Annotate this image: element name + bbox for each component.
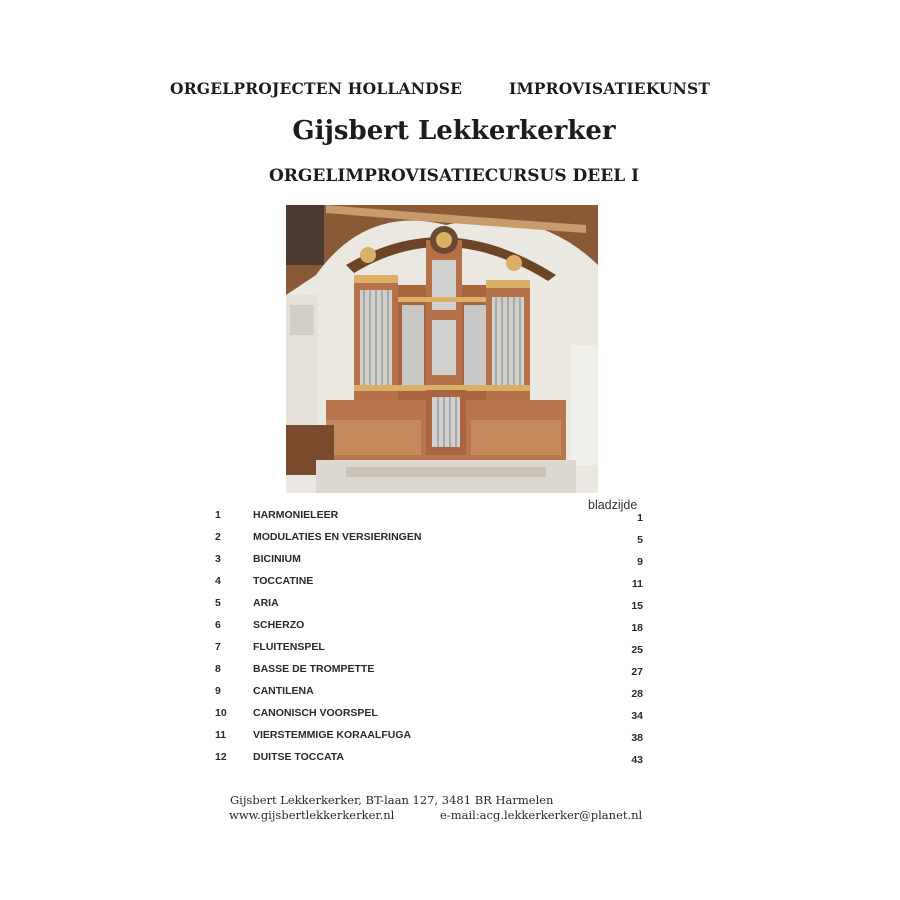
chapter-number: 10	[215, 707, 227, 719]
footer-website-link[interactable]: www.gijsbertlekkerkerker.nl	[229, 808, 395, 822]
author-name: Gijsbert Lekkerkerker	[292, 116, 616, 146]
chapter-page: 15	[631, 600, 643, 612]
toc-row	[0, 531, 900, 549]
series-title-right: IMPROVISATIEKUNST	[509, 79, 711, 98]
footer-email-link[interactable]: e-mail:acg.lekkerkerker@planet.nl	[440, 808, 643, 822]
chapter-title: BICINIUM	[253, 553, 301, 565]
chapter-page: 18	[631, 622, 643, 634]
toc-row	[0, 553, 900, 571]
chapter-title: MODULATIES EN VERSIERINGEN	[253, 531, 422, 543]
chapter-number: 6	[215, 619, 221, 631]
page-column-header: bladzijde	[588, 498, 638, 512]
chapter-page: 28	[631, 688, 643, 700]
chapter-page: 1	[637, 512, 643, 524]
chapter-number: 12	[215, 751, 227, 763]
chapter-number: 9	[215, 685, 221, 697]
chapter-number: 11	[215, 729, 227, 741]
toc-row	[0, 729, 900, 747]
chapter-title: BASSE DE TROMPETTE	[253, 663, 375, 675]
toc-row	[0, 685, 900, 703]
toc-row	[0, 663, 900, 681]
chapter-page: 34	[631, 710, 643, 722]
chapter-number: 7	[215, 641, 221, 653]
toc-row	[0, 597, 900, 615]
footer-address: Gijsbert Lekkerkerker, BT-laan 127, 3481 BR Harmelen	[230, 793, 554, 807]
chapter-page: 43	[631, 754, 643, 766]
chapter-page: 11	[631, 578, 643, 590]
chapter-title: VIERSTEMMIGE KORAALFUGA	[253, 729, 412, 741]
chapter-title: CANONISCH VOORSPEL	[253, 707, 378, 719]
chapter-number: 5	[215, 597, 221, 609]
toc-row	[0, 641, 900, 659]
chapter-page: 5	[637, 534, 643, 546]
toc-row	[0, 509, 900, 527]
toc-row	[0, 575, 900, 593]
toc-row	[0, 707, 900, 725]
chapter-title: TOCCATINE	[253, 575, 314, 587]
chapter-page: 25	[631, 644, 643, 656]
toc-row	[0, 619, 900, 637]
chapter-title: SCHERZO	[253, 619, 305, 631]
church-organ-photo	[286, 205, 598, 493]
chapter-page: 9	[637, 556, 643, 568]
chapter-title: FLUITENSPEL	[253, 641, 325, 653]
chapter-number: 3	[215, 553, 221, 565]
chapter-number: 2	[215, 531, 221, 543]
chapter-page: 38	[631, 732, 643, 744]
chapter-page: 27	[631, 666, 643, 678]
chapter-title: ARIA	[253, 597, 279, 609]
chapter-title: DUITSE TOCCATA	[253, 751, 344, 763]
series-title-left: ORGELPROJECTEN HOLLANDSE	[170, 79, 463, 98]
chapter-title: HARMONIELEER	[253, 509, 339, 521]
toc-row	[0, 751, 900, 769]
course-title: ORGELIMPROVISATIECURSUS DEEL I	[268, 166, 640, 186]
chapter-number: 1	[215, 509, 221, 521]
chapter-title: CANTILENA	[253, 685, 314, 697]
chapter-number: 8	[215, 663, 221, 675]
chapter-number: 4	[215, 575, 221, 587]
